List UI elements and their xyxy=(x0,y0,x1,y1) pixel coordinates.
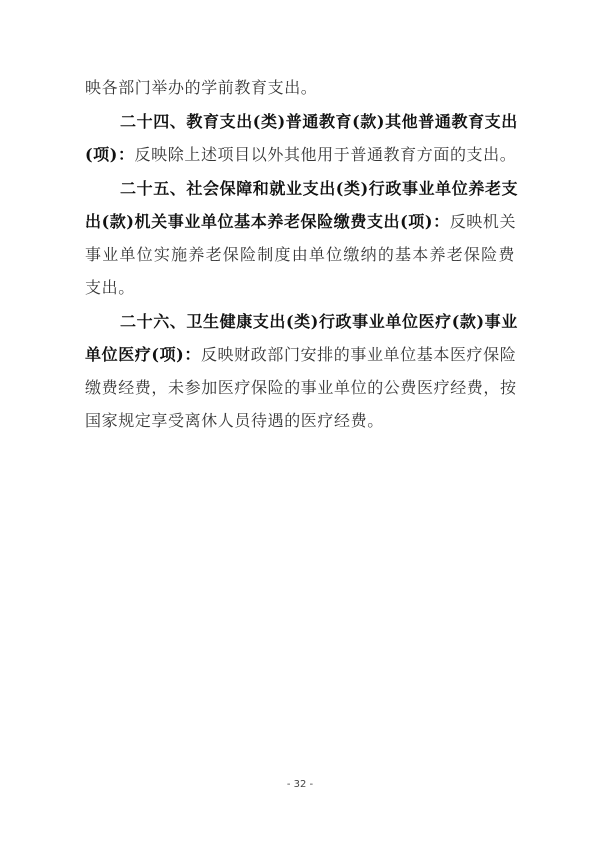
item-24-line-2 xyxy=(85,145,515,165)
item-26-line-1 xyxy=(120,312,518,332)
item-25-description-end: 支出。 xyxy=(85,278,135,297)
item-26-line-2 xyxy=(85,345,515,365)
item-25-heading: 二十五、社会保障和就业支出(类)行政事业单位养老支 xyxy=(120,179,519,198)
item-25-line-1 xyxy=(120,179,519,199)
item-24-description: 反映除上述项目以外其他用于普通教育方面的支出。 xyxy=(134,145,517,164)
item-25-line-4 xyxy=(85,278,515,298)
item-26-description-start: 反映财政部门安排的事业单位基本医疗保险 xyxy=(200,345,517,364)
page-number: - 32 - xyxy=(286,779,314,790)
item-24-heading: 二十四、教育支出(类)普通教育(款)其他普通教育支出 xyxy=(120,112,518,131)
item-24-heading-tail: (项)： xyxy=(85,145,135,164)
item-25-heading-tail: 出(款)机关事业单位基本养老保险缴费支出(项)： xyxy=(85,212,450,231)
paragraph-continuation xyxy=(85,78,515,98)
item-26-line-3 xyxy=(85,378,515,398)
item-26-heading: 二十六、卫生健康支出(类)行政事业单位医疗(款)事业 xyxy=(120,312,518,331)
item-26-description-end: 国家规定享受离休人员待遇的医疗经费。 xyxy=(85,411,384,430)
item-25-description-start: 反映机关 xyxy=(449,212,517,231)
item-25-description-middle: 事业单位实施养老保险制度由单位缴纳的基本养老保险费 xyxy=(85,245,515,264)
item-26-description-middle: 缴费经费，未参加医疗保险的事业单位的公费医疗经费，按 xyxy=(85,378,517,397)
item-26-line-4 xyxy=(85,411,515,431)
item-26-heading-tail: 单位医疗(项)： xyxy=(85,345,201,364)
item-25-line-2 xyxy=(85,212,515,232)
continuation-text: 映各部门举办的学前教育支出。 xyxy=(85,78,318,97)
item-24-line-1 xyxy=(120,112,518,132)
item-25-line-3 xyxy=(85,245,515,265)
